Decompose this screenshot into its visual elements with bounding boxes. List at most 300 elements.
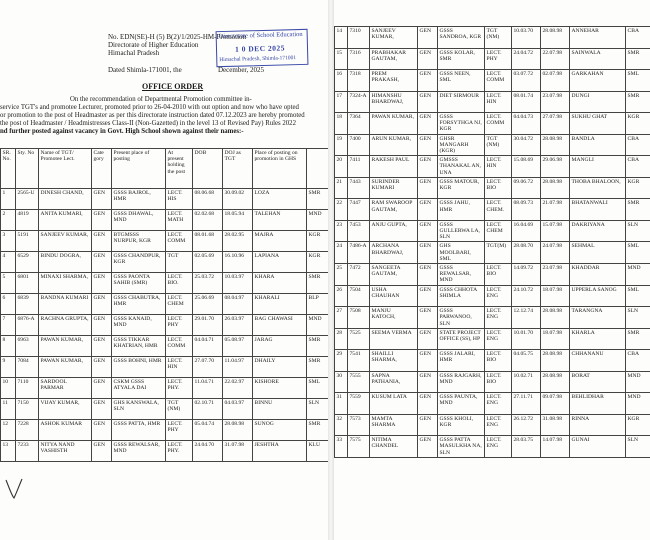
- right-table-body: [335, 27, 650, 458]
- directorate-name: Directorate of Higher Education: [108, 41, 199, 49]
- table-row: [335, 264, 650, 286]
- category-cell: GEN: [418, 285, 438, 307]
- district-cell: KGR: [626, 113, 650, 135]
- table-row: [335, 220, 650, 242]
- present-place-cell: GSSS BAJROL, HMR: [112, 189, 166, 210]
- name-cell: MINAXI SHARMA,: [39, 273, 92, 294]
- sty-cell: 7472: [348, 264, 370, 286]
- doj-cell: 23.07.98: [541, 91, 570, 113]
- name-cell: PRABHAKAR GAUTAM,: [370, 48, 418, 70]
- table-row: [335, 393, 650, 415]
- promotion-place-cell: DHAILY: [253, 357, 307, 378]
- doj-cell: 30.09.02: [223, 189, 253, 210]
- category-cell: GEN: [418, 242, 438, 264]
- name-cell: RAKESH PAUL: [370, 156, 418, 178]
- category-cell: GEN: [92, 315, 112, 336]
- sty-cell: 7084: [16, 357, 39, 378]
- category-cell: GEN: [418, 436, 438, 458]
- sty-cell: 7573: [348, 414, 370, 436]
- post-cell: LECT. COMM: [166, 336, 193, 357]
- dob-cell: 30.04.72: [512, 134, 541, 156]
- present-place-cell: DIET SIRMOUR: [438, 91, 485, 113]
- sty-cell: 4819: [16, 210, 39, 231]
- doj-cell: 29.06.98: [541, 156, 570, 178]
- post-cell: LECT. PHY: [166, 315, 193, 336]
- name-cell: SAPNA PATHANIA,: [370, 371, 418, 393]
- dob-cell: 29.01.70: [193, 315, 223, 336]
- promotion-place-cell: JARAG: [253, 336, 307, 357]
- promotion-place-cell: BINNU: [253, 399, 307, 420]
- promotion-place-cell: BORAT: [570, 371, 626, 393]
- doj-cell: 31.07.98: [223, 441, 253, 462]
- category-cell: GEN: [418, 371, 438, 393]
- promotion-place-cell: RINNA: [570, 414, 626, 436]
- district-cell: CBA: [626, 350, 650, 372]
- promotion-place-cell: TALEHAN: [253, 210, 307, 231]
- promotion-place-cell: MAJRA: [253, 231, 307, 252]
- col-header-post: At present holding the post: [166, 149, 193, 189]
- dob-cell: 08.09.73: [512, 199, 541, 221]
- table-row: [335, 156, 650, 178]
- doj-cell: 26.03.97: [223, 315, 253, 336]
- dob-cell: 10.02.71: [512, 371, 541, 393]
- district-cell: SLN: [626, 436, 650, 458]
- left-table-body: [1, 189, 329, 462]
- table-row: [1, 336, 329, 357]
- district-cell: SLN: [626, 307, 650, 329]
- sr-cell: 16: [335, 70, 348, 92]
- post-cell: TGT (NM): [166, 399, 193, 420]
- name-cell: MANJU KATOCH,: [370, 307, 418, 329]
- name-cell: SHAILLI SHARMA,: [370, 350, 418, 372]
- dated-value: December, 2025: [218, 66, 264, 74]
- post-cell: LECT. BIO.: [166, 273, 193, 294]
- district-cell: SML: [626, 242, 650, 264]
- sty-cell: 7400: [348, 134, 370, 156]
- dob-cell: 24.04.70: [193, 441, 223, 462]
- sty-cell: 7575: [348, 436, 370, 458]
- order-text-line: service TGT's and promotee Lecturer, promoted prior to 26-04-2010 with out option and now who have opted: [0, 104, 299, 111]
- present-place-cell: GSSS FORSYTHGA NJ, KGR: [438, 113, 485, 135]
- promotion-place-cell: BHATANWALI: [570, 199, 626, 221]
- promotion-place-cell: SUKHU GHAT: [570, 113, 626, 135]
- sty-cell: 7453: [348, 220, 370, 242]
- category-cell: GEN: [418, 91, 438, 113]
- doj-cell: 22.02.97: [223, 378, 253, 399]
- order-text-line: or promotion to the post of Headmaster as per this directorate instruction dated 07.12.2023 are hereby promoted: [0, 112, 305, 119]
- dob-cell: 16.04.69: [512, 220, 541, 242]
- present-place-cell: GHS KANSWALA, SLN: [112, 399, 166, 420]
- order-text-line: the post of Headmaster / Headmistresses Class-II (Non-Gazetted) in the level 13 of Revised Pay) Rules 2022: [0, 120, 296, 127]
- category-cell: GEN: [418, 350, 438, 372]
- present-place-cell: GSSS KOLAR, SMR: [438, 48, 485, 70]
- post-cell: LECT. CHEM: [166, 294, 193, 315]
- dob-cell: 04.05.75: [512, 350, 541, 372]
- category-cell: GEN: [92, 210, 112, 231]
- name-cell: ANJU GUPTA,: [370, 220, 418, 242]
- table-row: [335, 285, 650, 307]
- doj-cell: 18.05.94: [223, 210, 253, 231]
- table-row: [335, 134, 650, 156]
- doj-cell: 28.02.95: [223, 231, 253, 252]
- post-cell: LECT. CHEM: [485, 220, 512, 242]
- present-place-cell: GSSS MATOUR, KGR: [438, 177, 485, 199]
- col-header-sr: SR. No.: [1, 149, 16, 189]
- doj-cell: 04.03.97: [223, 399, 253, 420]
- promotion-place-cell: BAG CHAWASI: [253, 315, 307, 336]
- table-row: [1, 210, 329, 231]
- promotion-place-cell: KHARA: [253, 273, 307, 294]
- promotion-place-cell: MANGLI: [570, 156, 626, 178]
- name-cell: DINESH CHAND,: [39, 189, 92, 210]
- table-row: [1, 189, 329, 210]
- doj-cell: 24.07.98: [541, 242, 570, 264]
- category-cell: GEN: [92, 252, 112, 273]
- dob-cell: 24.10.72: [512, 285, 541, 307]
- category-cell: GEN: [418, 134, 438, 156]
- sr-cell: 15: [335, 48, 348, 70]
- promotion-place-cell: KHARALI: [253, 294, 307, 315]
- dob-cell: 25.03.72: [193, 273, 223, 294]
- category-cell: GEN: [92, 189, 112, 210]
- sty-cell: 6963: [16, 336, 39, 357]
- doj-cell: 08.04.97: [223, 294, 253, 315]
- district-cell: SMR: [307, 336, 329, 357]
- category-cell: GEN: [92, 399, 112, 420]
- post-cell: LECT. HIS: [166, 189, 193, 210]
- sty-cell: 7233: [16, 441, 39, 462]
- district-cell: MND: [626, 264, 650, 286]
- doj-cell: 28.08.98: [541, 371, 570, 393]
- sty-cell: 6876-A: [16, 315, 39, 336]
- doj-cell: 16.10.96: [223, 252, 253, 273]
- promotion-place-cell: BEHLIDHAR: [570, 393, 626, 415]
- sty-cell: 6529: [16, 252, 39, 273]
- category-cell: GEN: [418, 199, 438, 221]
- doj-cell: 05.08.97: [223, 336, 253, 357]
- dob-cell: 10.03.70: [512, 27, 541, 49]
- table-row: [1, 294, 329, 315]
- category-cell: GEN: [418, 156, 438, 178]
- signature-mark: [4, 476, 24, 500]
- name-cell: NITYA NAND VASHISTH: [39, 441, 92, 462]
- present-place-cell: GSSS PAONTA SAHIB (SMR): [112, 273, 166, 294]
- promotion-place-cell: LOZA: [253, 189, 307, 210]
- name-cell: SURINDER KUMARI: [370, 177, 418, 199]
- doj-cell: 21.07.98: [541, 199, 570, 221]
- col-header-doj: DOJ as TGT: [223, 149, 253, 189]
- category-cell: GEN: [92, 357, 112, 378]
- post-cell: LECT. PHY: [166, 420, 193, 441]
- district-cell: SMR: [307, 273, 329, 294]
- sr-cell: 23: [335, 220, 348, 242]
- promotion-place-cell: THOBA BHALOON,: [570, 177, 626, 199]
- category-cell: GEN: [418, 220, 438, 242]
- present-place-cell: GSSS RAJGARH, MND: [438, 371, 485, 393]
- promotion-place-cell: DAKRIYANA: [570, 220, 626, 242]
- district-cell: CBA: [626, 156, 650, 178]
- promotion-place-cell: UPPERLA SANOG: [570, 285, 626, 307]
- right-page: [334, 0, 650, 540]
- present-place-cell: GSSS GULLERWA LA, SLN: [438, 220, 485, 242]
- district-cell: MND: [307, 315, 329, 336]
- table-row: [335, 70, 650, 92]
- table-row: [1, 252, 329, 273]
- name-cell: SARDOOL PARMAR: [39, 378, 92, 399]
- name-cell: BINDU DOGRA,: [39, 252, 92, 273]
- name-cell: BANDNA KUMARI: [39, 294, 92, 315]
- sr-cell: 28: [335, 328, 348, 350]
- present-place-cell: GSSS TIKKAR KHATRIAN, HMR: [112, 336, 166, 357]
- name-cell: PREM PRAKASH,: [370, 70, 418, 92]
- category-cell: GEN: [418, 264, 438, 286]
- district-cell: MND: [307, 210, 329, 231]
- dob-cell: 24.04.72: [512, 48, 541, 70]
- promotion-table-right: [334, 26, 650, 458]
- dob-cell: 09.06.72: [512, 177, 541, 199]
- category-cell: GEN: [92, 336, 112, 357]
- sty-cell: 6839: [16, 294, 39, 315]
- post-cell: LECT. COMM: [485, 113, 512, 135]
- sty-cell: 7555: [348, 371, 370, 393]
- sr-cell: 25: [335, 264, 348, 286]
- present-place-cell: GSSS REWALSAR, MND: [438, 264, 485, 286]
- post-cell: LECT. ENG: [485, 328, 512, 350]
- table-row: [335, 371, 650, 393]
- district-cell: SML: [307, 378, 329, 399]
- table-row: [335, 177, 650, 199]
- doj-cell: 11.04.97: [223, 357, 253, 378]
- sr-cell: 10: [1, 378, 16, 399]
- col-header-category: Cate gory: [92, 149, 112, 189]
- dob-cell: 08.01.68: [193, 231, 223, 252]
- doj-cell: 18.07.98: [541, 328, 570, 350]
- table-row: [1, 231, 329, 252]
- dated-label: Dated Shimla-171001, the: [108, 66, 182, 74]
- present-place-cell: GSSS JALARI, HMR: [438, 350, 485, 372]
- table-row: [335, 27, 650, 49]
- district-cell: MND: [626, 371, 650, 393]
- post-cell: LECT. CHEM.: [485, 199, 512, 221]
- sr-cell: 29: [335, 350, 348, 372]
- promotion-place-cell: GARKAHAN: [570, 70, 626, 92]
- category-cell: GEN: [418, 414, 438, 436]
- sty-cell: 7228: [16, 420, 39, 441]
- present-place-cell: CSKM GSSS ATYALA DAI: [112, 378, 166, 399]
- col-header-sty: Sty. No: [16, 149, 39, 189]
- table-row: [1, 315, 329, 336]
- promotion-place-cell: LAPIANA: [253, 252, 307, 273]
- post-cell: LECT. COMM: [166, 231, 193, 252]
- present-place-cell: GMSSS THANAKAL AN, UNA: [438, 156, 485, 178]
- district-cell: KLU: [307, 441, 329, 462]
- district-cell: SMR: [307, 420, 329, 441]
- sty-cell: 6801: [16, 273, 39, 294]
- col-header-promotion-place: Place of posting on promotion in GHS: [253, 149, 307, 189]
- name-cell: ARUN KUMAR,: [370, 134, 418, 156]
- name-cell: ASHOK KUMAR: [39, 420, 92, 441]
- post-cell: LECT. ENG: [485, 285, 512, 307]
- doj-cell: 28.08.98: [541, 134, 570, 156]
- sty-cell: 7411: [348, 156, 370, 178]
- present-place-cell: GSSS PAUNTA, MND: [438, 393, 485, 415]
- post-cell: TGT(M): [485, 242, 512, 264]
- present-place-cell: STATE PROJECT OFFICE (SS), HP: [438, 328, 485, 350]
- sr-cell: 13: [1, 441, 16, 462]
- post-cell: LECT. ENG: [485, 436, 512, 458]
- dob-cell: 11.04.71: [193, 378, 223, 399]
- col-header-present-place: Present place of posting: [112, 149, 166, 189]
- doj-cell: 09.07.98: [541, 393, 570, 415]
- sr-cell: 2: [1, 210, 16, 231]
- present-place-cell: GSSS CHHOTA SHIMLA: [438, 285, 485, 307]
- name-cell: PAWAN KUMAR,: [370, 113, 418, 135]
- name-cell: VIJAY KUMAR,: [39, 399, 92, 420]
- doj-cell: 31.08.98: [541, 414, 570, 436]
- dob-cell: 04.04.73: [512, 113, 541, 135]
- post-cell: LECT. ENG: [485, 307, 512, 329]
- sr-cell: 4: [1, 252, 16, 273]
- district-cell: SMR: [626, 199, 650, 221]
- dob-cell: 25.06.69: [193, 294, 223, 315]
- dob-cell: 28.08.70: [512, 242, 541, 264]
- sty-cell: 7508: [348, 307, 370, 329]
- promotion-place-cell: SEHMAL: [570, 242, 626, 264]
- category-cell: GEN: [418, 307, 438, 329]
- promotion-place-cell: ANNEHAR: [570, 27, 626, 49]
- table-row: [1, 441, 329, 462]
- col-header-dob: DOB: [193, 149, 223, 189]
- name-cell: SANJEEV KUMAR,: [370, 27, 418, 49]
- present-place-cell: GSSS PARWANOO, SLN: [438, 307, 485, 329]
- present-place-cell: GSSS KHOLI, KGR: [438, 414, 485, 436]
- table-row: [335, 199, 650, 221]
- table-row: [335, 91, 650, 113]
- promotion-place-cell: BANDLA: [570, 134, 626, 156]
- name-cell: ANITA KUMARI,: [39, 210, 92, 231]
- doj-cell: 28.08.98: [223, 420, 253, 441]
- present-place-cell: GSSS NEEN, SML: [438, 70, 485, 92]
- sty-cell: 7316: [348, 48, 370, 70]
- district-cell: CBA: [626, 27, 650, 49]
- sr-cell: 22: [335, 199, 348, 221]
- table-row: [1, 273, 329, 294]
- table-row: [335, 113, 650, 135]
- category-cell: GEN: [418, 328, 438, 350]
- district-cell: SLN: [307, 399, 329, 420]
- present-place-cell: GHSR MANGARH (KGR): [438, 134, 485, 156]
- district-cell: KGR: [307, 252, 329, 273]
- promotion-table-left: [0, 148, 329, 462]
- sr-cell: 32: [335, 414, 348, 436]
- post-cell: LECT. BIO: [485, 371, 512, 393]
- category-cell: GEN: [418, 70, 438, 92]
- sr-cell: 18: [335, 113, 348, 135]
- sty-cell: 7310: [348, 27, 370, 49]
- table-row: [1, 420, 329, 441]
- sty-cell: 7324-A: [348, 91, 370, 113]
- doj-cell: 27.07.98: [541, 113, 570, 135]
- doj-cell: 02.07.98: [541, 70, 570, 92]
- sr-cell: 8: [1, 336, 16, 357]
- name-cell: PAWAN KUMAR,: [39, 357, 92, 378]
- table-row: [335, 307, 650, 329]
- state-name: Himachal Pradesh: [108, 49, 160, 57]
- sr-cell: 31: [335, 393, 348, 415]
- district-cell: SMR: [626, 48, 650, 70]
- sr-cell: 9: [1, 357, 16, 378]
- table-row: [335, 328, 650, 350]
- present-place-cell: BTGMSSS NURPUR, KGR: [112, 231, 166, 252]
- sr-cell: 27: [335, 307, 348, 329]
- present-place-cell: GSSS DHAWAL, MND: [112, 210, 166, 231]
- category-cell: GEN: [418, 113, 438, 135]
- sr-cell: 21: [335, 177, 348, 199]
- promotion-place-cell: KHADDAR: [570, 264, 626, 286]
- dob-cell: 03.07.72: [512, 70, 541, 92]
- category-cell: GEN: [92, 294, 112, 315]
- dob-cell: 08.06.68: [193, 189, 223, 210]
- sty-cell: 2565-U: [16, 189, 39, 210]
- district-cell: BLP: [307, 294, 329, 315]
- post-cell: LECT. COMM: [485, 70, 512, 92]
- promotion-place-cell: CHHANANU: [570, 350, 626, 372]
- district-cell: KGR: [307, 231, 329, 252]
- sty-cell: 7443: [348, 177, 370, 199]
- doj-cell: 23.07.98: [541, 264, 570, 286]
- doj-cell: 28.08.98: [541, 27, 570, 49]
- sr-cell: 14: [335, 27, 348, 49]
- promotion-place-cell: SAINWALA: [570, 48, 626, 70]
- present-place-cell: GSSS BOHNI, HMR: [112, 357, 166, 378]
- present-place-cell: GSSS PATTA MASULKHA NA, SLN: [438, 436, 485, 458]
- col-header-district: [307, 149, 329, 189]
- district-cell: SMR: [626, 91, 650, 113]
- sr-cell: 11: [1, 399, 16, 420]
- office-order-title: OFFICE ORDER: [142, 82, 204, 91]
- name-cell: SANJEEV KUMAR,: [39, 231, 92, 252]
- doj-cell: 10.03.97: [223, 273, 253, 294]
- present-place-cell: GSSS REWALSAR, MND: [112, 441, 166, 462]
- table-row: [1, 357, 329, 378]
- dob-cell: 02.05.69: [193, 252, 223, 273]
- category-cell: GEN: [92, 231, 112, 252]
- post-cell: LECT. PHY: [485, 48, 512, 70]
- promotion-place-cell: DUNGI: [570, 91, 626, 113]
- dob-cell: 08.01.74: [512, 91, 541, 113]
- district-cell: SMR: [307, 357, 329, 378]
- dob-cell: 12.12.74: [512, 307, 541, 329]
- category-cell: GEN: [418, 177, 438, 199]
- promotion-place-cell: JESHTHA: [253, 441, 307, 462]
- sty-cell: 5191: [16, 231, 39, 252]
- post-cell: LECT. PHY.: [166, 378, 193, 399]
- category-cell: GEN: [418, 393, 438, 415]
- sty-cell: 7559: [348, 393, 370, 415]
- dob-cell: 02.10.71: [193, 399, 223, 420]
- category-cell: GEN: [418, 48, 438, 70]
- order-number: No. EDN(SE)-H (5) B(2)/1/2025-HM-Promotion: [108, 33, 247, 41]
- sty-cell: 7318: [348, 70, 370, 92]
- post-cell: LECT. MATH: [166, 210, 193, 231]
- dob-cell: 05.04.74: [193, 420, 223, 441]
- sr-cell: 33: [335, 436, 348, 458]
- category-cell: GEN: [92, 378, 112, 399]
- dob-cell: 27.07.70: [193, 357, 223, 378]
- promotion-place-cell: GUNAI: [570, 436, 626, 458]
- sty-cell: 7150: [16, 399, 39, 420]
- promotion-place-cell: KHARLA: [570, 328, 626, 350]
